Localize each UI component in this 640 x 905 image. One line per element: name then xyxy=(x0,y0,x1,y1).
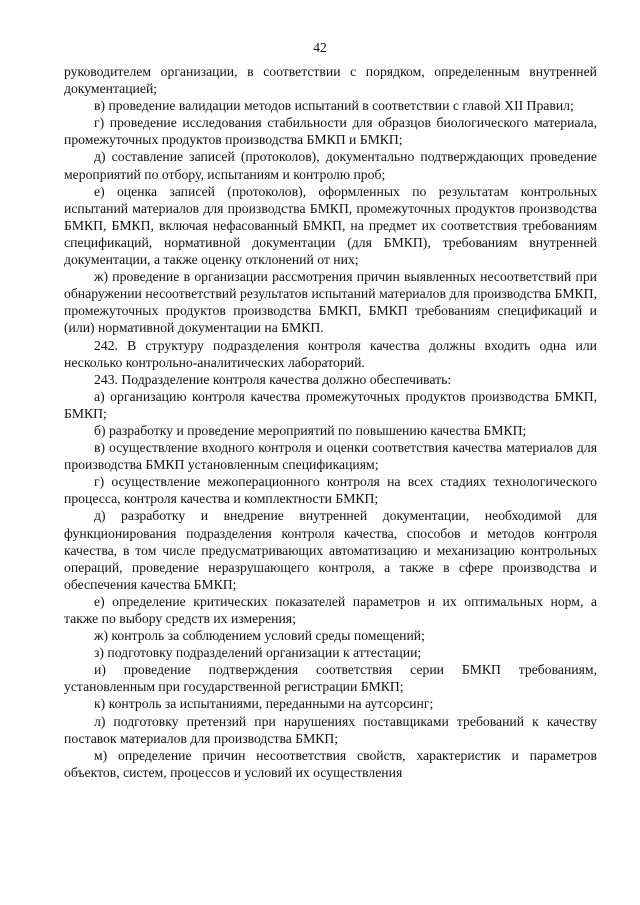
paragraph-item-z: з) подготовку подразделений организации к аттестации; xyxy=(94,645,422,661)
paragraph-item-g-stability: г) проведение исследования стабильности для образцов биологического материала, промежуточных продуктов производства БМКП и БМКП; xyxy=(64,115,597,148)
paragraph-item-zh: ж) контроль за соблюдением условий среды помещений; xyxy=(94,628,425,644)
paragraph-item-l: л) подготовку претензий при нарушениях поставщиками требований к качеству поставок материалов для производства БМКП; xyxy=(64,713,597,746)
paragraph-item-d-records: д) составление записей (протоколов), документально подтверждающих проведение мероприятий по отбору, испытаниям и контролю проб; xyxy=(64,149,597,182)
paragraph-continuation: руководителем организации, в соответствии с порядком, определенным внутренней документацией; xyxy=(64,64,597,97)
paragraph-item-v-validation: в) проведение валидации методов испытаний в соответствии с главой XII Правил; xyxy=(94,98,574,114)
paragraph-item-a: а) организацию контроля качества промежуточных продуктов производства БМКП, БМКП; xyxy=(64,388,597,421)
paragraph-item-e-evaluation: е) оценка записей (протоколов), оформленных по результатам контрольных испытаний материалов для производства БМКП, промежуточных продуктов производства БМКП, БМКП, включая нефасованный БМКП, на предмет их соответствия требованиям спецификаций, нормативной документации (для БМКП), требованиям внутренней документации, а также оценку отклонений от них; xyxy=(64,183,597,268)
paragraph-item-i: и) проведение подтверждения соответствия серии БМКП требованиям, установленным при государственной регистрации БМКП; xyxy=(64,662,597,695)
paragraph-243: 243. Подразделение контроля качества должно обеспечивать: xyxy=(94,371,452,387)
paragraph-242: 242. В структуру подразделения контроля качества должны входить одна или несколько контрольно-аналитических лабораторий. xyxy=(64,337,597,370)
paragraph-item-b: б) разработку и проведение мероприятий по повышению качества БМКП; xyxy=(94,422,527,438)
paragraph-item-k: к) контроль за испытаниями, переданными на аутсорсинг; xyxy=(94,696,434,712)
paragraph-item-e: е) определение критических показателей параметров и их оптимальных норм, а также по выбору средств их измерения; xyxy=(64,593,597,626)
paragraph-item-g: г) осуществление межоперационного контроля на всех стадиях технологического процесса, контроля качества и комплектности БМКП; xyxy=(64,474,597,507)
page-number: 42 xyxy=(313,40,327,55)
paragraph-item-zh-nonconformity: ж) проведение в организации рассмотрения причин выявленных несоответствий при обнаружении несоответствий результатов испытаний материалов для производства БМКП, промежуточных продуктов производства БМКП, БМКП требованиям спецификаций и (или) нормативной документации на БМКП. xyxy=(64,269,597,336)
paragraph-item-m: м) определение причин несоответствия свойств, характеристик и параметров объектов, систем, процессов и условий их осуществления xyxy=(64,747,597,780)
paragraph-item-v: в) осуществление входного контроля и оценки соответствия качества материалов для производства БМКП установленным спецификациям; xyxy=(64,440,597,473)
document-body xyxy=(64,63,597,781)
paragraph-item-d: д) разработку и внедрение внутренней документации, необходимой для функционирования подразделения контроля качества, способов и методов контроля качества, в том числе предусматривающих автоматизацию и механизацию контрольных операций, проведение неразрушающего контроля, а также в сфере производства и обеспечения качества БМКП; xyxy=(64,508,597,592)
